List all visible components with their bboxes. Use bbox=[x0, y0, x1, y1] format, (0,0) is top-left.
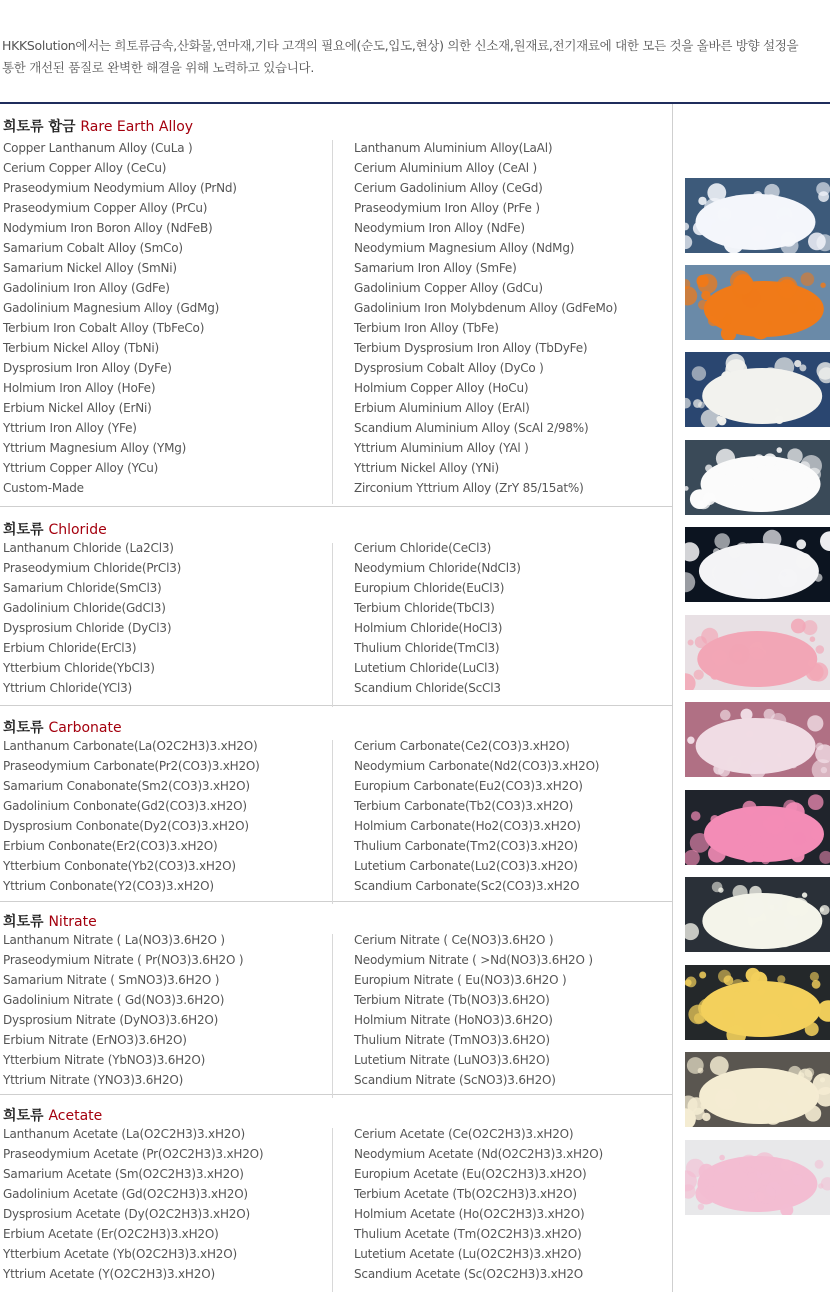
product-item: Terbium Iron Alloy (TbFe) bbox=[354, 321, 499, 335]
product-item: Ytterbium Acetate (Yb(O2C2H3)3.xH2O) bbox=[3, 1247, 237, 1261]
product-item: Scandium Aluminium Alloy (ScAl 2/98%) bbox=[354, 421, 589, 435]
product-item: Erbium Conbonate(Er2(CO3)3.xH2O) bbox=[3, 839, 218, 853]
orange-powder-photo bbox=[685, 265, 830, 340]
product-item: Holmium Chloride(HoCl3) bbox=[354, 621, 503, 635]
light-pink-crystal-photo bbox=[685, 1140, 830, 1215]
product-item: Custom-Made bbox=[3, 481, 84, 495]
product-item: Dysprosium Nitrate (DyNO3)3.6H2O) bbox=[3, 1013, 219, 1027]
section-chloride bbox=[0, 507, 672, 706]
section-title bbox=[3, 116, 193, 136]
product-item: Lanthanum Nitrate ( La(NO3)3.6H2O ) bbox=[3, 933, 225, 947]
intro-line-1: HKKSolution에서는 희토류금속,산화물,연마재,기타 고객의 필요에(순도,입도,현상) 의한 신소재,원재료,전기재료에 대한 모든 것을 올바른 방향 설정을 bbox=[2, 38, 799, 53]
product-item: Ytterbium Chloride(YbCl3) bbox=[3, 661, 155, 675]
product-item: Holmium Iron Alloy (HoFe) bbox=[3, 381, 156, 395]
section-title-name: Rare Earth Alloy bbox=[80, 119, 194, 135]
product-item: Dysprosium Iron Alloy (DyFe) bbox=[3, 361, 172, 375]
magenta-crystal-photo bbox=[685, 790, 830, 865]
product-item: Cerium Gadolinium Alloy (CeGd) bbox=[354, 181, 543, 195]
product-item: Terbium Nitrate (Tb(NO3)3.6H2O) bbox=[354, 993, 550, 1007]
product-item: Neodymium Acetate (Nd(O2C2H3)3.xH2O) bbox=[354, 1147, 604, 1161]
product-item: Gadolinium Copper Alloy (GdCu) bbox=[354, 281, 543, 295]
section-title-prefix: 희토류 bbox=[3, 522, 44, 538]
product-item: Praseodymium Neodymium Alloy (PrNd) bbox=[3, 181, 237, 195]
product-item: Scandium Carbonate(Sc2(CO3)3.xH2O bbox=[354, 879, 580, 893]
column-divider bbox=[332, 934, 333, 1098]
product-item: Praseodymium Nitrate ( Pr(NO3)3.6H2O ) bbox=[3, 953, 244, 967]
product-item: Yttrium Magnesium Alloy (YMg) bbox=[3, 441, 187, 455]
product-item: Gadolinium Conbonate(Gd2(CO3)3.xH2O) bbox=[3, 799, 247, 813]
product-item: Samarium Chloride(SmCl3) bbox=[3, 581, 162, 595]
product-item: Samarium Conabonate(Sm2(CO3)3.xH2O) bbox=[3, 779, 250, 793]
product-item: Yttrium Conbonate(Y2(CO3)3.xH2O) bbox=[3, 879, 214, 893]
section-title-name: Acetate bbox=[48, 1108, 103, 1124]
section-carbonate bbox=[0, 706, 672, 902]
section-title bbox=[3, 1105, 102, 1125]
product-item: Samarium Acetate (Sm(O2C2H3)3.xH2O) bbox=[3, 1167, 244, 1181]
product-item: Scandium Chloride(ScCl3 bbox=[354, 681, 501, 695]
section-title bbox=[3, 519, 107, 539]
product-item: Europium Chloride(EuCl3) bbox=[354, 581, 505, 595]
product-item: Europium Nitrate ( Eu(NO3)3.6H2O ) bbox=[354, 973, 567, 987]
product-item: Praseodymium Iron Alloy (PrFe ) bbox=[354, 201, 540, 215]
product-item: Gadolinium Chloride(GdCl3) bbox=[3, 601, 166, 615]
product-item: Neodymium Magnesium Alloy (NdMg) bbox=[354, 241, 575, 255]
section-title-name: Carbonate bbox=[48, 720, 122, 736]
product-item: Yttrium Chloride(YCl3) bbox=[3, 681, 133, 695]
column-divider bbox=[332, 1128, 333, 1292]
product-item: Scandium Acetate (Sc(O2C2H3)3.xH2O bbox=[354, 1267, 584, 1281]
photo-column-divider bbox=[672, 104, 673, 1292]
product-item: Ytterbium Nitrate (YbNO3)3.6H2O) bbox=[3, 1053, 206, 1067]
product-item: Erbium Acetate (Er(O2C2H3)3.xH2O) bbox=[3, 1227, 219, 1241]
product-item: Ytterbium Conbonate(Yb2(CO3)3.xH2O) bbox=[3, 859, 236, 873]
product-item: Copper Lanthanum Alloy (CuLa ) bbox=[3, 141, 193, 155]
product-item: Lanthanum Carbonate(La(O2C2H3)3.xH2O) bbox=[3, 739, 258, 753]
section-title-name: Chloride bbox=[48, 522, 107, 538]
product-item: Samarium Cobalt Alloy (SmCo) bbox=[3, 241, 183, 255]
product-item: Zirconium Yttrium Alloy (ZrY 85/15at%) bbox=[354, 481, 584, 495]
right-product-column bbox=[354, 736, 599, 896]
white-flake-photo bbox=[685, 440, 830, 515]
product-item: Terbium Chloride(TbCl3) bbox=[354, 601, 495, 615]
product-item: Gadolinium Iron Molybdenum Alloy (GdFeMo) bbox=[354, 301, 618, 315]
product-item: Lutetium Nitrate (LuNO3)3.6H2O) bbox=[354, 1053, 550, 1067]
product-item: Holmium Acetate (Ho(O2C2H3)3.xH2O) bbox=[354, 1207, 585, 1221]
product-item: Lutetium Acetate (Lu(O2C2H3)3.xH2O) bbox=[354, 1247, 582, 1261]
section-title bbox=[3, 911, 97, 931]
product-item: Lanthanum Acetate (La(O2C2H3)3.xH2O) bbox=[3, 1127, 245, 1141]
product-item: Erbium Chloride(ErCl3) bbox=[3, 641, 137, 655]
left-product-column bbox=[3, 736, 260, 896]
section-title-prefix: 희토류 합금 bbox=[3, 119, 76, 135]
product-item: Neodymium Carbonate(Nd2(CO3)3.xH2O) bbox=[354, 759, 600, 773]
product-item: Cerium Nitrate ( Ce(NO3)3.6H2O ) bbox=[354, 933, 554, 947]
left-product-column bbox=[3, 138, 237, 498]
left-product-column bbox=[3, 538, 181, 698]
product-item: Yttrium Iron Alloy (YFe) bbox=[3, 421, 137, 435]
product-item: Praseodymium Chloride(PrCl3) bbox=[3, 561, 182, 575]
product-item: Neodymium Iron Alloy (NdFe) bbox=[354, 221, 525, 235]
product-item: Lanthanum Aluminium Alloy(LaAl) bbox=[354, 141, 553, 155]
product-item: Gadolinium Magnesium Alloy (GdMg) bbox=[3, 301, 220, 315]
product-item: Terbium Nickel Alloy (TbNi) bbox=[3, 341, 159, 355]
product-item: Cerium Carbonate(Ce2(CO3)3.xH2O) bbox=[354, 739, 570, 753]
product-item: Lutetium Carbonate(Lu2(CO3)3.xH2O) bbox=[354, 859, 578, 873]
product-item: Holmium Carbonate(Ho2(CO3)3.xH2O) bbox=[354, 819, 581, 833]
product-item: Holmium Nitrate (HoNO3)3.6H2O) bbox=[354, 1013, 553, 1027]
product-item: Dysprosium Chloride (DyCl3) bbox=[3, 621, 172, 635]
section-title-prefix: 희토류 bbox=[3, 1108, 44, 1124]
product-item: Gadolinium Acetate (Gd(O2C2H3)3.xH2O) bbox=[3, 1187, 248, 1201]
product-item: Lanthanum Chloride (La2Cl3) bbox=[3, 541, 174, 555]
product-item: Terbium Carbonate(Tb2(CO3)3.xH2O) bbox=[354, 799, 574, 813]
product-item: Nodymium Iron Boron Alloy (NdFeB) bbox=[3, 221, 213, 235]
product-item: Neodymium Nitrate ( >Nd(NO3)3.6H2O ) bbox=[354, 953, 593, 967]
product-item: Erbium Nitrate (ErNO3)3.6H2O) bbox=[3, 1033, 187, 1047]
product-item: Samarium Iron Alloy (SmFe) bbox=[354, 261, 517, 275]
right-product-column bbox=[354, 930, 593, 1090]
section-title-prefix: 희토류 bbox=[3, 914, 44, 930]
product-item: Cerium Copper Alloy (CeCu) bbox=[3, 161, 167, 175]
pink-crystal-photo bbox=[685, 702, 830, 777]
right-product-column bbox=[354, 138, 617, 498]
product-item: Cerium Acetate (Ce(O2C2H3)3.xH2O) bbox=[354, 1127, 574, 1141]
section-title-name: Nitrate bbox=[48, 914, 97, 930]
left-product-column bbox=[3, 930, 243, 1090]
left-product-column bbox=[3, 1124, 263, 1284]
product-item: Scandium Nitrate (ScNO3)3.6H2O) bbox=[354, 1073, 556, 1087]
product-item: Samarium Nickel Alloy (SmNi) bbox=[3, 261, 177, 275]
yellow-powder-photo bbox=[685, 965, 830, 1040]
product-item: Dysprosium Acetate (Dy(O2C2H3)3.xH2O) bbox=[3, 1207, 250, 1221]
product-item: Yttrium Aluminium Alloy (YAl ) bbox=[354, 441, 529, 455]
right-product-column bbox=[354, 538, 521, 698]
product-item: Gadolinium Nitrate ( Gd(NO3)3.6H2O) bbox=[3, 993, 225, 1007]
column-divider bbox=[332, 543, 333, 707]
product-item: Terbium Acetate (Tb(O2C2H3)3.xH2O) bbox=[354, 1187, 577, 1201]
intro-line-2: 통한 개선된 품질로 완벽한 해결을 위해 노력하고 있습니다. bbox=[2, 60, 314, 75]
section-acetate bbox=[0, 1095, 672, 1292]
product-item: Thulium Carbonate(Tm2(CO3)3.xH2O) bbox=[354, 839, 578, 853]
product-item: Holmium Copper Alloy (HoCu) bbox=[354, 381, 529, 395]
product-item: Europium Acetate (Eu(O2C2H3)3.xH2O) bbox=[354, 1167, 587, 1181]
column-divider bbox=[332, 140, 333, 504]
product-item: Gadolinium Iron Alloy (GdFe) bbox=[3, 281, 170, 295]
white-crystal-photo bbox=[685, 178, 830, 253]
pink-powder-photo bbox=[685, 615, 830, 690]
product-item: Erbium Aluminium Alloy (ErAl) bbox=[354, 401, 530, 415]
section-nitrate bbox=[0, 902, 672, 1095]
product-item: Europium Carbonate(Eu2(CO3)3.xH2O) bbox=[354, 779, 583, 793]
intro-text bbox=[2, 35, 828, 79]
product-item: Neodymium Chloride(NdCl3) bbox=[354, 561, 521, 575]
cream-powder-photo bbox=[685, 1052, 830, 1127]
product-item: Praseodymium Carbonate(Pr2(CO3)3.xH2O) bbox=[3, 759, 260, 773]
product-item: Dysprosium Conbonate(Dy2(CO3)3.xH2O) bbox=[3, 819, 249, 833]
product-item: Yttrium Nitrate (YNO3)3.6H2O) bbox=[3, 1073, 184, 1087]
right-product-column bbox=[354, 1124, 603, 1284]
product-item: Cerium Chloride(CeCl3) bbox=[354, 541, 492, 555]
product-item: Lutetium Chloride(LuCl3) bbox=[354, 661, 500, 675]
product-item: Cerium Aluminium Alloy (CeAl ) bbox=[354, 161, 537, 175]
product-item: Thulium Acetate (Tm(O2C2H3)3.xH2O) bbox=[354, 1227, 582, 1241]
product-item: Terbium Dysprosium Iron Alloy (TbDyFe) bbox=[354, 341, 588, 355]
column-divider bbox=[332, 740, 333, 904]
section-rare-earth-alloy bbox=[0, 104, 672, 507]
product-item: Thulium Nitrate (TmNO3)3.6H2O) bbox=[354, 1033, 550, 1047]
white-lump-photo bbox=[685, 877, 830, 952]
product-item: Dysprosium Cobalt Alloy (DyCo ) bbox=[354, 361, 544, 375]
section-title bbox=[3, 717, 122, 737]
product-item: Erbium Nickel Alloy (ErNi) bbox=[3, 401, 152, 415]
section-title-prefix: 희토류 bbox=[3, 720, 44, 736]
white-powder-photo bbox=[685, 527, 830, 602]
product-item: Terbium Iron Cobalt Alloy (TbFeCo) bbox=[3, 321, 205, 335]
product-item: Yttrium Copper Alloy (YCu) bbox=[3, 461, 159, 475]
product-item: Yttrium Nickel Alloy (YNi) bbox=[354, 461, 500, 475]
product-item: Samarium Nitrate ( SmNO3)3.6H2O ) bbox=[3, 973, 220, 987]
product-item: Praseodymium Acetate (Pr(O2C2H3)3.xH2O) bbox=[3, 1147, 264, 1161]
product-item: Praseodymium Copper Alloy (PrCu) bbox=[3, 201, 208, 215]
product-item: Thulium Chloride(TmCl3) bbox=[354, 641, 500, 655]
white-grain-photo bbox=[685, 352, 830, 427]
product-item: Yttrium Acetate (Y(O2C2H3)3.xH2O) bbox=[3, 1267, 215, 1281]
